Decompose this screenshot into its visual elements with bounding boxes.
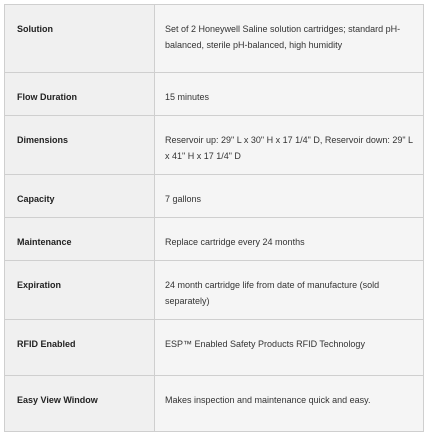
spec-value: 15 minutes [155,73,424,116]
spec-label: Dimensions [5,116,155,175]
table-row [5,5,424,73]
spec-value: Replace cartridge every 24 months [155,218,424,261]
table-row [5,261,424,320]
spec-label: Capacity [5,175,155,218]
spec-label: Expiration [5,261,155,320]
table-row [5,376,424,432]
spec-table [4,4,424,432]
spec-label: Maintenance [5,218,155,261]
spec-value: ESP™ Enabled Safety Products RFID Technology [155,320,424,376]
spec-value: 7 gallons [155,175,424,218]
spec-label: Flow Duration [5,73,155,116]
table-row [5,73,424,116]
spec-label: RFID Enabled [5,320,155,376]
spec-value: Makes inspection and maintenance quick and easy. [155,376,424,432]
table-row [5,320,424,376]
table-row [5,218,424,261]
table-row [5,175,424,218]
table-row [5,116,424,175]
spec-label: Solution [5,5,155,73]
spec-value: Reservoir up: 29" L x 30" H x 17 1/4" D, Reservoir down: 29" L x 41" H x 17 1/4" D [155,116,424,175]
spec-value: 24 month cartridge life from date of manufacture (sold separately) [155,261,424,320]
spec-value: Set of 2 Honeywell Saline solution cartridges; standard pH-balanced, sterile pH-balanced, high humidity [155,5,424,73]
spec-label: Easy View Window [5,376,155,432]
